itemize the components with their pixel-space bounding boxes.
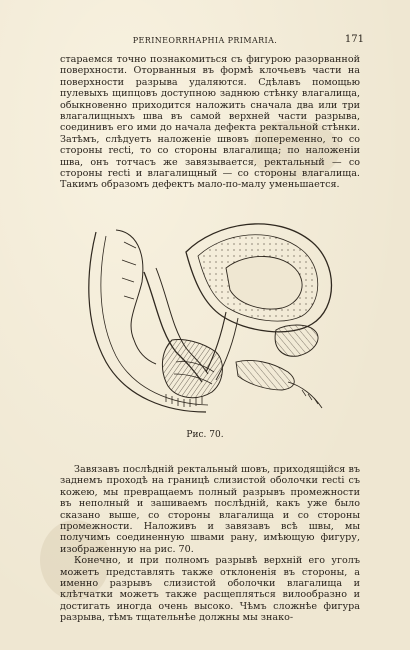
anatomical-figure [76,212,346,420]
bottom-text-block [60,464,360,624]
paragraph: стараемся точно познакомиться съ фигурою разорванной поверхности. Оторванныя въ формѣ клочьевъ части на поверхности разрыва удаляются. Сдѣлавъ помощью пулевыхъ щипцовъ доступною заднюю стѣнку влагалища, обыкновенно приходится наложить сначала два или три влагалищныхъ шва въ самой верхней части разрыва, соединивъ его ими до начала дефекта ректальной стѣнки. Затѣмъ, слѣдуетъ наложеніе швовъ попеременно, то со стороны recti, то со стороны влагалища; по наложеніи шва, онъ тотчасъ же завязывается, ректальный — со стороны recti и влагалищный — со стороны влагалища. Такимъ образомъ дефектъ мало-по-малу уменьшается. [60,54,360,191]
pelvic-section-illustration [76,212,346,420]
figure-caption: Рис. 70. [186,430,224,440]
running-head: PERINEORRHAPHIA PRIMARIA. [132,36,278,45]
page-number: 171 [344,34,364,45]
top-text-block [60,54,360,191]
paragraph: Конечно, и при полномъ разрывѣ верхній его уголъ можетъ представлять также отклоненія въ стороны, а именно разрывъ слизистой оболочки влагалища и клѣтчатки можетъ также расщепляться вилообразно и достигать иногда очень высоко. Чѣмъ сложнѣе фигура разрыва, тѣмъ тщательнѣе должны мы знако- [60,555,360,624]
paragraph: Завязавъ послѣдній ректальный шовъ, приходящійся въ заднемъ проходѣ на границѣ слизистой оболочки recti съ кожею, мы превращаемъ полный разрывъ промежности въ неполный и зашиваемъ послѣдній, какъ уже было сказано выше, со стороны влагалища и со стороны промежности. Наложивъ и завязавъ всѣ швы, мы получимъ соединенную швами рану, имѣющую фигуру, изображенную на рис. 70. [60,464,360,555]
